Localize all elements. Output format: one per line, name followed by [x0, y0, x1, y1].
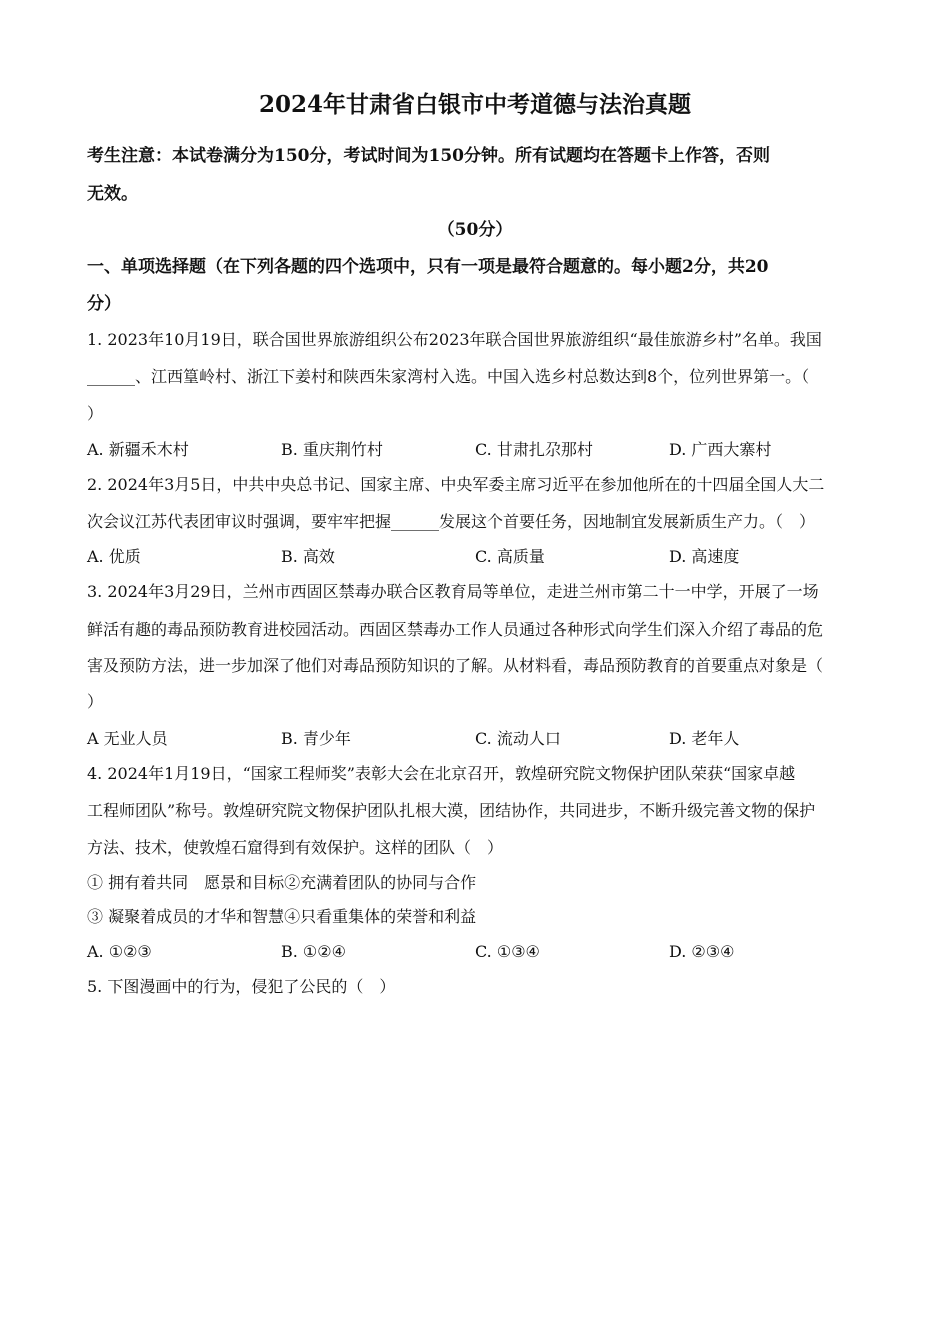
- q5-line-1: 5. 下图漫画中的行为，侵犯了公民的（ ）: [87, 977, 396, 996]
- section-heading-line-2: 分）: [87, 294, 121, 314]
- q4-option-a: A. ①②③: [87, 942, 152, 961]
- notice-line-1: 考生注意：本试卷满分为150分，考试时间为150分钟。所有试题均在答题卡上作答，否则: [87, 146, 770, 166]
- q4-statement-3-4: ③ 凝聚着成员的才华和智慧④只看重集体的荣誉和利益: [87, 907, 477, 926]
- q2-line-1: 2. 2024年3月5日，中共中央总书记、国家主席、中央军委主席习近平在参加他所在的十四届全国人大二: [87, 475, 825, 494]
- q2-option-d: D. 高速度: [669, 547, 740, 566]
- q1-line-1: 1. 2023年10月19日，联合国世界旅游组织公布2023年联合国世界旅游组织“最佳旅游乡村”名单。我国: [87, 330, 822, 349]
- q3-option-c: C. 流动人口: [475, 729, 561, 748]
- q1-line-2: ______、江西篁岭村、浙江下姜村和陕西朱家湾村入选。中国入选乡村总数达到8个，位列世界第一。（: [87, 367, 810, 386]
- q3-option-b: B. 青少年: [281, 729, 351, 748]
- q1-line-3: ）: [87, 404, 104, 423]
- q3-line-4: ）: [87, 692, 104, 711]
- q3-line-2: 鲜活有趣的毒品预防教育进校园活动。西固区禁毒办工作人员通过各种形式向学生们深入介绍了毒品的危: [87, 620, 824, 639]
- q3-line-3: 害及预防方法，进一步加深了他们对毒品预防知识的了解。从材料看，毒品预防教育的首要重点对象是（: [87, 656, 824, 675]
- q3-option-a: A 无业人员: [87, 729, 168, 748]
- q1-option-a: A. 新疆禾木村: [87, 440, 189, 459]
- q1-option-d: D. 广西大寨村: [669, 440, 772, 459]
- q3-line-1: 3. 2024年3月29日，兰州市西固区禁毒办联合区教育局等单位，走进兰州市第二十一中学，开展了一场: [87, 582, 819, 601]
- section-heading-line-1: 一、单项选择题（在下列各题的四个选项中，只有一项是最符合题意的。每小题2分，共20: [87, 257, 769, 277]
- q2-option-a: A. 优质: [87, 547, 141, 566]
- score-note: （50分）: [437, 220, 513, 240]
- q2-option-c: C. 高质量: [475, 547, 545, 566]
- page-title: 2024年甘肃省白银市中考道德与法治真题: [258, 91, 691, 118]
- q1-option-c: C. 甘肃扎尕那村: [475, 440, 593, 459]
- q4-statement-1-2: ① 拥有着共同 愿景和目标②充满着团队的协同与合作: [87, 873, 477, 892]
- q4-line-1: 4. 2024年1月19日，“国家工程师奖”表彰大会在北京召开，敦煌研究院文物保护团队荣获“国家卓越: [87, 764, 796, 783]
- q4-option-d: D. ②③④: [669, 942, 735, 961]
- q4-line-3: 方法、技术，使敦煌石窟得到有效保护。这样的团队（ ）: [87, 838, 504, 857]
- q1-option-b: B. 重庆荆竹村: [281, 440, 383, 459]
- q2-line-2: 次会议江苏代表团审议时强调，要牢牢把握______发展这个首要任务，因地制宜发展新质生产力。（ ）: [87, 512, 816, 531]
- q3-option-d: D. 老年人: [669, 729, 740, 748]
- q4-option-c: C. ①③④: [475, 942, 540, 961]
- q4-line-2: 工程师团队”称号。敦煌研究院文物保护团队扎根大漠，团结协作，共同进步，不断升级完善文物的保护: [87, 801, 816, 820]
- q2-option-b: B. 高效: [281, 547, 335, 566]
- notice-line-2: 无效。: [87, 184, 138, 204]
- q4-option-b: B. ①②④: [281, 942, 346, 961]
